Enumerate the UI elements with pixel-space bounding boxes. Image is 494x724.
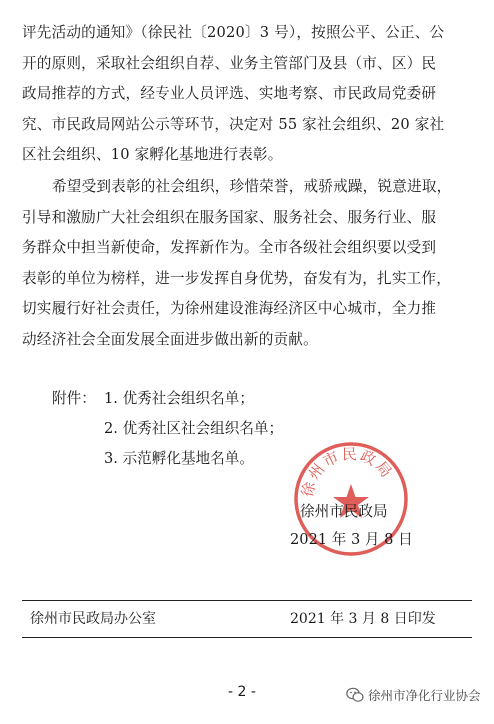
attachment-item: 3. 示范孵化基地名单。 [104, 450, 254, 467]
text-line: 引导和激励广大社会组织在服务国家、服务社会、服务行业、服 [22, 208, 437, 226]
text-line: 动经济社会全面发展全面进步做出新的贡献。 [22, 330, 318, 348]
footer-print-date: 2021 年 3 月 8 日印发 [290, 611, 436, 627]
body-paragraph-1 [22, 18, 462, 171]
text-line: 务群众中担当新使命，发挥新作为。全市各级社会组织要以受到 [22, 239, 437, 256]
svg-text:徐州市民政局: 徐州市民政局 [298, 445, 397, 499]
footer-office: 徐州市民政局办公室 [30, 611, 156, 627]
attachment-item: 1. 优秀社会组织名单； [104, 390, 254, 407]
text-line: 表彰的单位为榜样，进一步发挥自身优势，奋发有为，扎实工作， [22, 269, 452, 287]
text-line: 究、市民政局网站公示等环节，决定对 55 家社会组织、20 家社 [22, 115, 445, 133]
body-paragraph-2 [22, 172, 462, 355]
text-line: 开的原则，采取社会组织自荐、业务主管部门及县（市、区）民 [22, 54, 437, 72]
text-line: 希望受到表彰的社会组织，珍惜荣誉，戒骄戒躁，锐意进取， [52, 178, 452, 195]
wechat-icon [346, 687, 364, 703]
wechat-watermark [342, 684, 485, 706]
attachments-label: 附件： [52, 390, 96, 407]
text-line: 切实履行好社会责任，为徐州建设淮海经济区中心城市，全力推 [22, 300, 437, 317]
attachment-item: 2. 优秀社区社会组织名单； [104, 420, 284, 437]
text-line: 评先活动的通知》（徐民社〔2020〕3 号），按照公平、公正、公 [22, 24, 445, 41]
page-number: - 2 - [228, 684, 256, 700]
issuer-name: 徐州市民政局 [300, 503, 388, 520]
text-line: 区社会组织、10 家孵化基地进行表彰。 [22, 146, 283, 163]
text-line: 政局推荐的方式，经专业人员评选、实地考察、市民政局党委研 [22, 85, 437, 102]
watermark-text: 徐州市净化行业协会 [368, 688, 481, 703]
footer-rule-bottom [22, 637, 472, 638]
issue-date: 2021 年 3 月 8 日 [290, 531, 413, 548]
footer-rule-top [22, 600, 472, 601]
